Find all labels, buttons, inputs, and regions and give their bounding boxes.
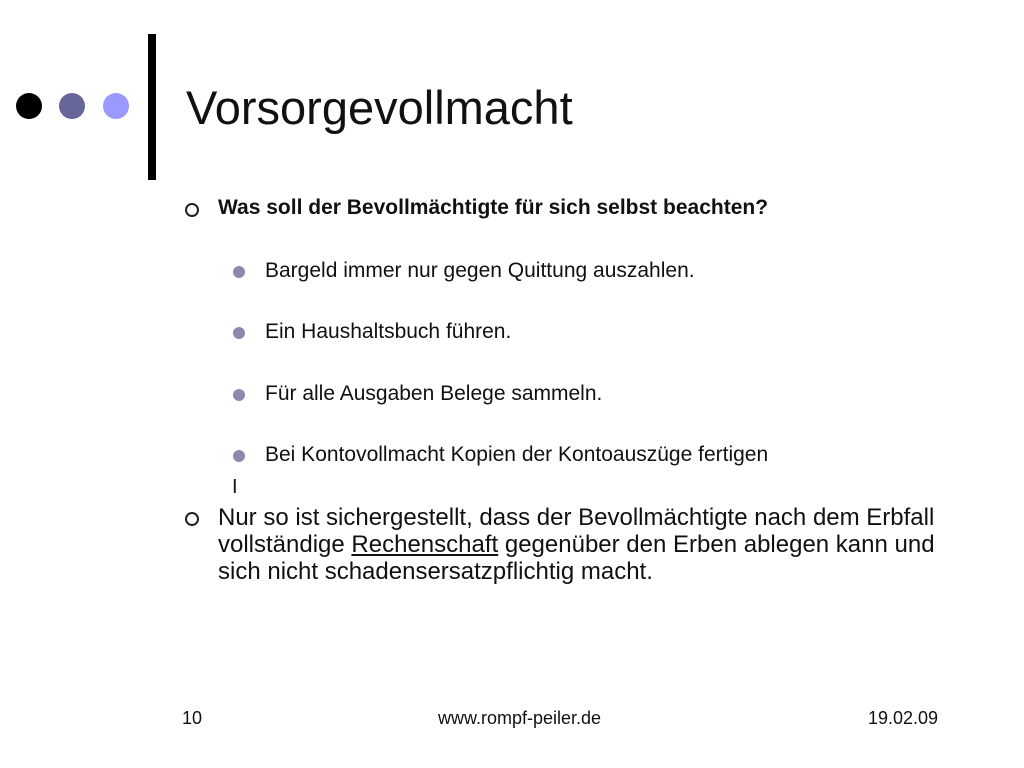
conclusion-text-end: gegenüber den Erben ablegen kann und sich nicht schadensersatzpflichtig macht. [218, 531, 935, 585]
question-bullet: Was soll der Bevollmächtigte für sich selbst beachten? [218, 196, 769, 219]
text-cursor: I [232, 476, 238, 498]
conclusion-paragraph [218, 504, 958, 585]
decorative-dot-dark-purple [59, 93, 85, 119]
sub-point: Für alle Ausgaben Belege sammeln. [265, 382, 603, 405]
bullet-ring-icon [185, 203, 199, 217]
decorative-dot-black [16, 93, 42, 119]
sub-bullet-icon [233, 389, 245, 401]
bullet-ring-icon [185, 512, 199, 526]
decorative-dot-light-purple [103, 93, 129, 119]
sub-bullet-icon [233, 327, 245, 339]
footer-website: www.rompf-peiler.de [438, 708, 602, 728]
sub-bullet-icon [233, 266, 245, 278]
conclusion-text-start: Nur so ist sichergestellt, dass der Bevollmächtigte nach dem Erbfall vollständige [218, 504, 935, 558]
sub-bullet-icon [233, 450, 245, 462]
sub-point: Bei Kontovollmacht Kopien der Kontoauszüge fertigen [265, 443, 769, 466]
footer-page-number: 10 [182, 708, 203, 728]
footer-date: 19.02.09 [868, 708, 939, 728]
sub-point: Bargeld immer nur gegen Quittung auszahlen. [265, 259, 695, 282]
slide-title: Vorsorgevollmacht [186, 81, 573, 134]
rechenschaft-link[interactable]: Rechenschaft [351, 531, 499, 558]
title-divider-bar [148, 34, 156, 180]
sub-point: Ein Haushaltsbuch führen. [265, 320, 512, 343]
